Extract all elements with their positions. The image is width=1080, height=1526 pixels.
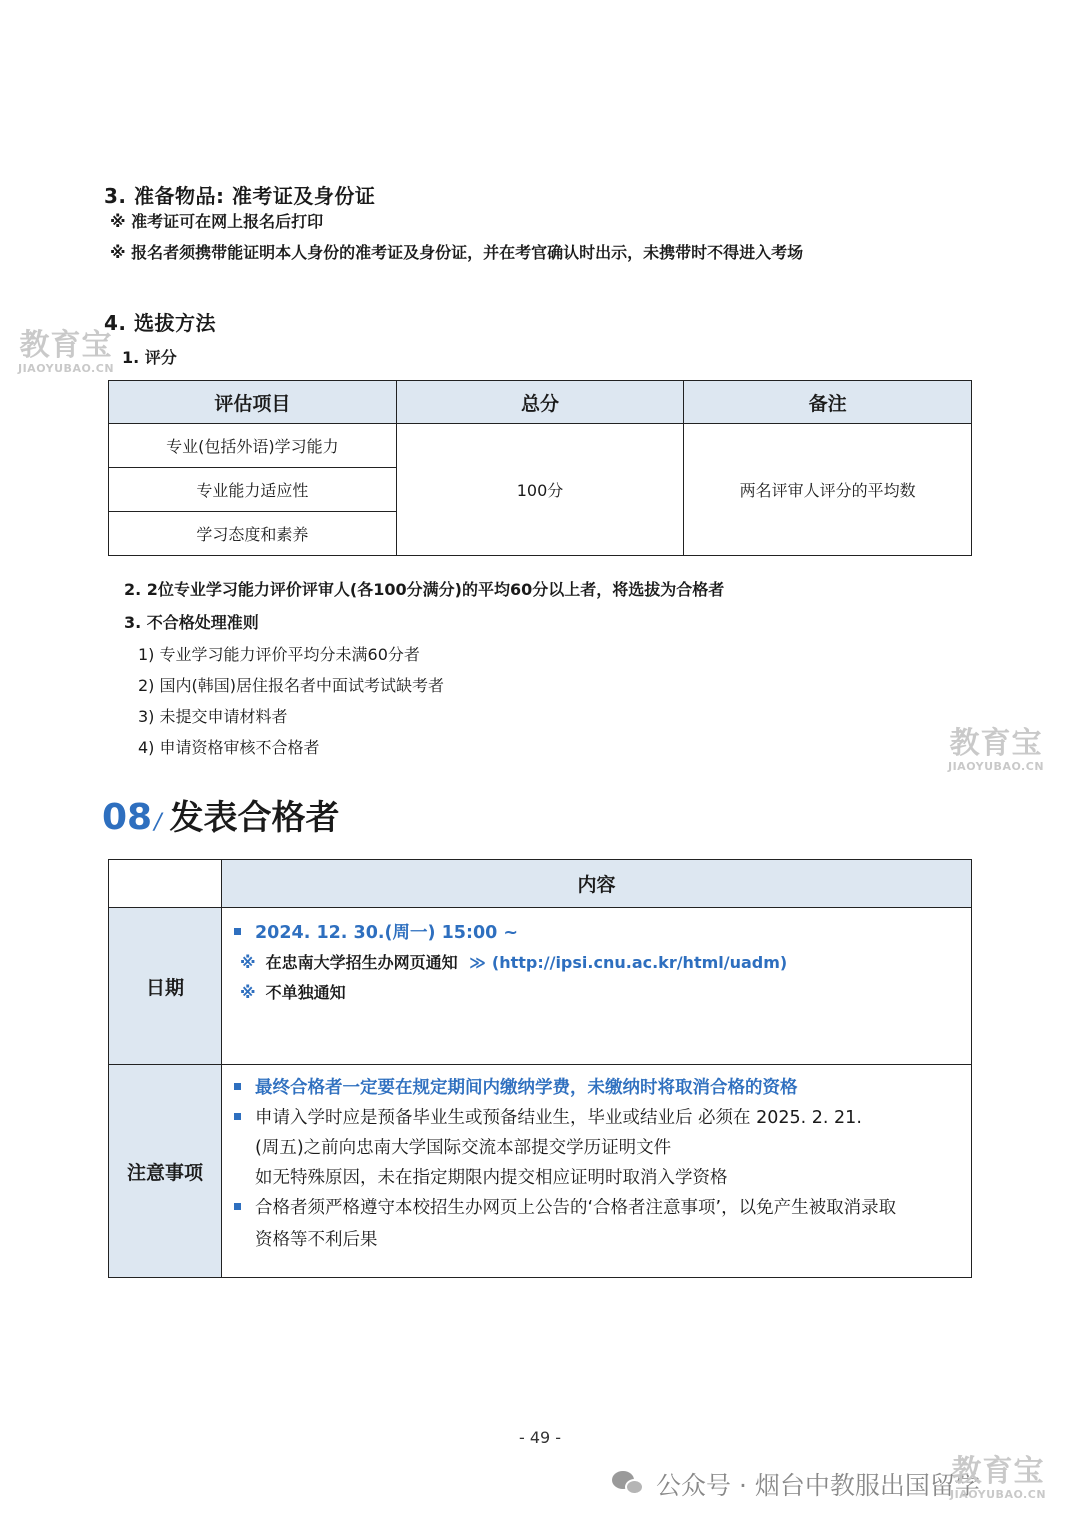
section4-sub-pass: 2. 2位专业学习能力评价评审人(各100分满分)的平均60分以上者，将选拔为合格者	[124, 580, 725, 599]
section8-heading	[102, 790, 340, 839]
table-corner-cell	[109, 860, 222, 908]
fail-rule-item: 1) 专业学习能力评价平均分未满60分者	[138, 645, 420, 664]
watermark-logo: 教育宝 JIAOYUBAO.CN	[950, 1454, 1047, 1501]
admission-site-link[interactable]: (http://ipsi.cnu.ac.kr/html/uadm)	[491, 953, 788, 972]
footer-text: 公众号 · 烟台中教服出国留学	[656, 1471, 980, 1500]
double-arrow-icon: ≫	[469, 953, 486, 972]
scoring-item: 专业(包括外语)学习能力	[109, 424, 397, 468]
section4-sub-fail-rules: 3. 不合格处理准则	[124, 613, 259, 632]
notice-graduation-line1: 申请入学时应是预备毕业生或预备结业生，毕业或结业后 必须在 2025. 2. 21.	[255, 1108, 862, 1128]
section3-note-1: ※ 准考证可在网上报名后打印	[110, 212, 324, 231]
notice-tuition: 最终合格者一定要在规定期间内缴纳学费，未缴纳时将取消合格的资格	[255, 1078, 798, 1098]
reference-mark-icon: ※	[240, 953, 256, 972]
section4-title: 4. 选拔方法	[104, 311, 216, 335]
scoring-header-total: 总分	[396, 381, 684, 424]
notice-compliance-line2: 资格等不利后果	[255, 1230, 378, 1250]
section8-slash: /	[154, 810, 162, 835]
date-note-no-individual: 不单独通知	[265, 983, 346, 1002]
date-content	[222, 908, 972, 1065]
scoring-header-remark: 备注	[684, 381, 972, 424]
wechat-icon	[612, 1471, 646, 1497]
notice-graduation-line2: (周五)之前向忠南大学国际交流本部提交学历证明文件	[255, 1138, 672, 1158]
notice-compliance-line1: 合格者须严格遵守本校招生办网页上公告的‘合格者注意事项’，以免产生被取消录取	[255, 1198, 897, 1218]
notice-graduation-line3: 如无特殊原因，未在指定期限内提交相应证明时取消入学资格	[255, 1168, 728, 1188]
scoring-remark: 两名评审人评分的平均数	[684, 424, 972, 556]
page-number: - 49 -	[518, 1428, 562, 1447]
announcement-date: 2024. 12. 30.(周一) 15:00 ~	[255, 923, 519, 943]
square-bullet-icon	[234, 1083, 241, 1090]
section4-sub-scoring: 1. 评分	[122, 348, 177, 367]
notice-label: 注意事项	[109, 1065, 222, 1278]
section8-number: 08	[102, 797, 153, 838]
watermark-logo: 教育宝 JIAOYUBAO.CN	[18, 328, 115, 375]
fail-rule-item: 4) 申请资格审核不合格者	[138, 738, 320, 757]
scoring-table	[108, 380, 972, 556]
scoring-item: 专业能力适应性	[109, 468, 397, 512]
section3-note-2: ※ 报名者须携带能证明本人身份的准考证及身份证，并在考官确认时出示，未携带时不得进入考场	[110, 243, 804, 262]
fail-rule-item: 2) 国内(韩国)居住报名者中面试考试缺考者	[138, 676, 444, 695]
scoring-total: 100分	[396, 424, 684, 556]
notice-content	[222, 1065, 972, 1278]
date-label: 日期	[109, 908, 222, 1065]
section3-title: 3. 准备物品: 准考证及身份证	[104, 184, 376, 208]
announcement-table	[108, 859, 972, 1278]
square-bullet-icon	[234, 1203, 241, 1210]
scoring-header-item: 评估项目	[109, 381, 397, 424]
watermark-logo: 教育宝 JIAOYUBAO.CN	[948, 726, 1045, 773]
scoring-item: 学习态度和素养	[109, 512, 397, 556]
date-note-website: 在忠南大学招生办网页通知	[265, 953, 458, 972]
fail-rule-item: 3) 未提交申请材料者	[138, 707, 288, 726]
footer-attribution	[612, 1466, 980, 1502]
square-bullet-icon	[234, 1113, 241, 1120]
announcement-header-content: 内容	[222, 860, 972, 908]
section8-title: 发表合格者	[169, 798, 340, 838]
square-bullet-icon	[234, 928, 241, 935]
reference-mark-icon: ※	[240, 983, 256, 1002]
